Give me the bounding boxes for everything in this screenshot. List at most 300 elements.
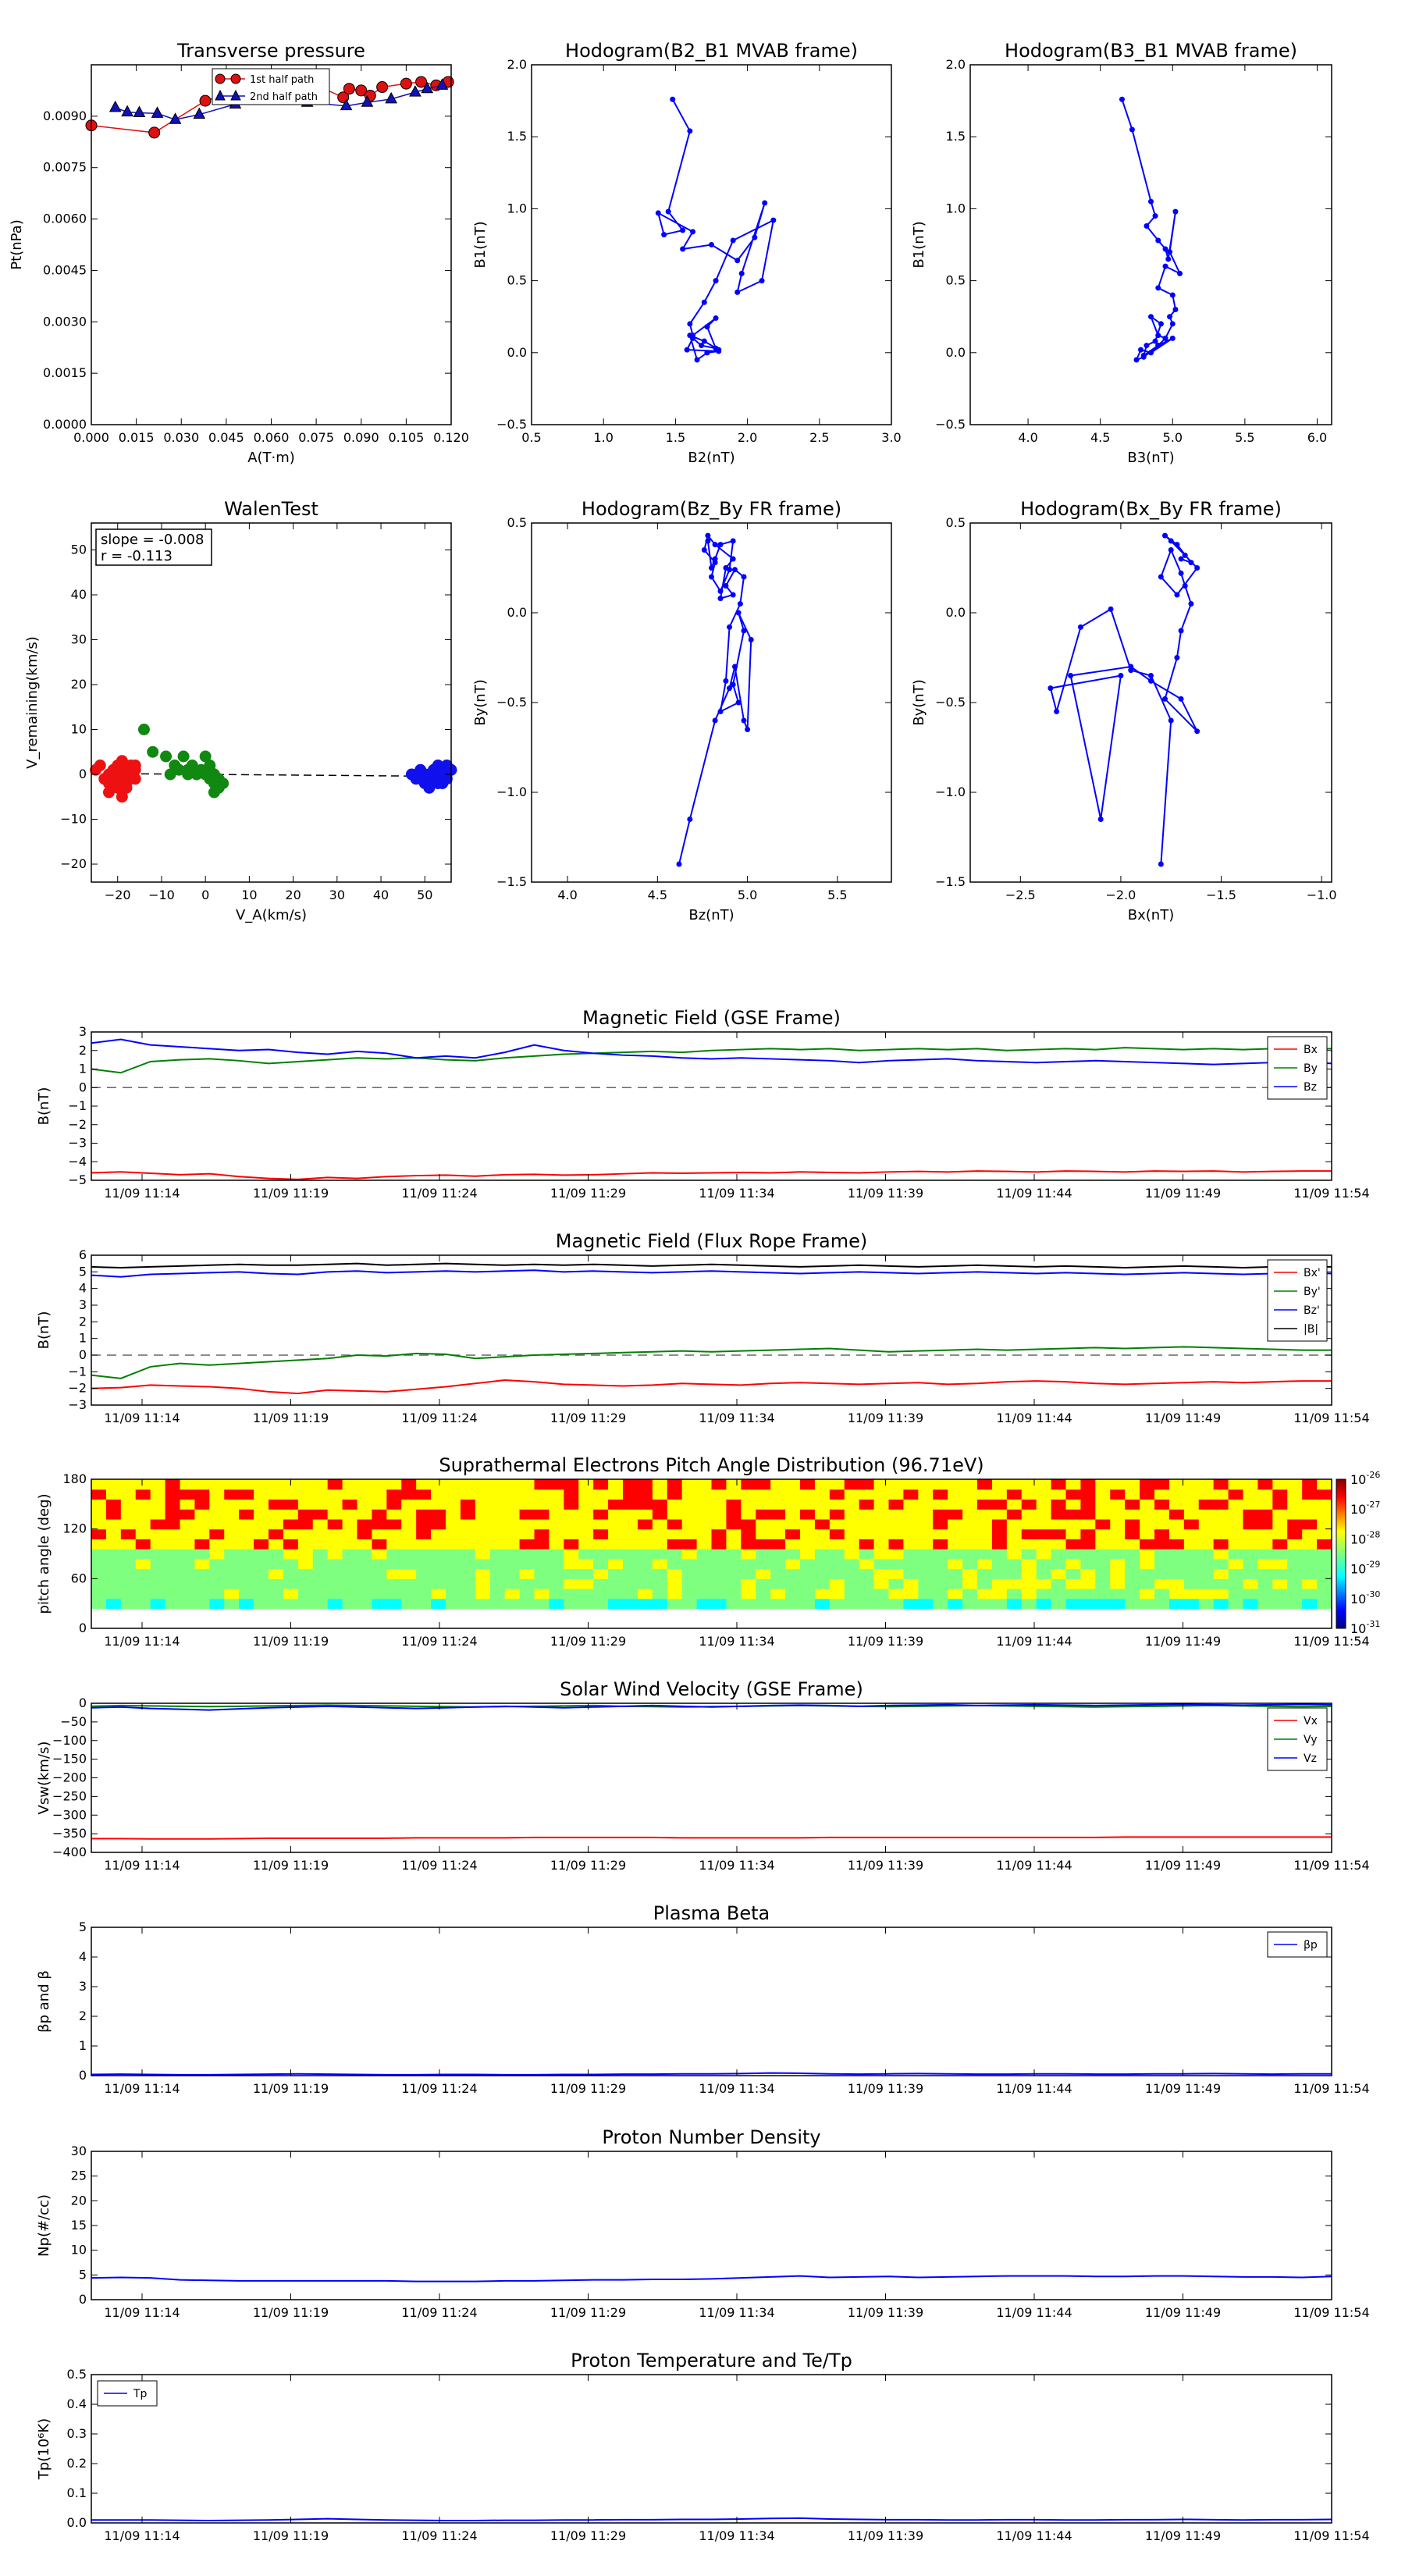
heatmap-cell (785, 1489, 801, 1500)
heatmap-cell (1140, 1578, 1155, 1589)
y-tick-label: 120 (62, 1521, 87, 1536)
heatmap-cell (505, 1599, 521, 1609)
hodogram-point (1098, 817, 1104, 822)
heatmap-cell (593, 1499, 609, 1509)
heatmap-cell (977, 1509, 993, 1519)
heatmap-cell (357, 1599, 373, 1609)
x-axis-label: B3(nT) (1127, 450, 1175, 466)
x-tick-label: 11/09 11:34 (699, 1186, 775, 1201)
heatmap-cell (1080, 1599, 1096, 1609)
heatmap-cell (948, 1519, 963, 1529)
heatmap-cell (180, 1559, 196, 1569)
heatmap-cell (136, 1589, 151, 1599)
heatmap-cell (712, 1549, 727, 1559)
y-tick-label: 180 (62, 1471, 87, 1486)
heatmap-cell (667, 1479, 683, 1489)
heatmap-cell (593, 1489, 609, 1500)
heatmap-cell (992, 1589, 1008, 1599)
hodogram-point (680, 247, 685, 252)
heatmap-cell (1095, 1539, 1111, 1549)
legend-label: Bx' (1304, 1267, 1321, 1279)
panel-title: Hodogram(Bx_By FR frame) (1020, 498, 1282, 520)
heatmap-cell (830, 1499, 845, 1509)
heatmap-cell (328, 1589, 343, 1599)
heatmap-cell (1007, 1549, 1023, 1559)
heatmap-cell (697, 1578, 713, 1589)
heatmap-cell (800, 1479, 816, 1489)
heatmap-cell (578, 1589, 594, 1599)
heatmap-cell (535, 1559, 550, 1569)
heatmap-cell (1110, 1479, 1126, 1489)
heatmap-cell (475, 1529, 491, 1539)
heatmap-cell (948, 1539, 963, 1549)
heatmap-cell (121, 1519, 137, 1529)
heatmap-cell (889, 1529, 905, 1539)
heatmap-cell (756, 1569, 771, 1579)
heatmap-cell (903, 1549, 919, 1559)
heatmap-cell (1257, 1549, 1273, 1559)
y-tick-label: 0.0015 (43, 365, 87, 381)
y-tick-label: 0.5 (507, 272, 527, 288)
heatmap-cell (1110, 1519, 1126, 1529)
heatmap-cell (697, 1509, 713, 1519)
heatmap-cell (1287, 1489, 1303, 1500)
heatmap-cell (1080, 1559, 1096, 1569)
heatmap-cell (785, 1479, 801, 1489)
heatmap-cell (209, 1539, 225, 1549)
legend-label: βp (1304, 1939, 1318, 1952)
heatmap-cell (1110, 1589, 1126, 1599)
heatmap-cell (1199, 1578, 1215, 1589)
heatmap-cell (151, 1589, 166, 1599)
heatmap-cell (446, 1499, 461, 1509)
hodogram-point (1048, 685, 1053, 691)
heatmap-cell (180, 1489, 196, 1500)
heatmap-cell (697, 1499, 713, 1509)
y-tick-label: 0 (78, 1695, 87, 1710)
heatmap-cell (1154, 1578, 1170, 1589)
heatmap-cell (490, 1529, 506, 1539)
hodogram-point (677, 862, 682, 867)
heatmap-cell (151, 1549, 166, 1559)
heatmap-cell (1095, 1509, 1111, 1519)
heatmap-cell (283, 1529, 299, 1539)
heatmap-cell (1110, 1489, 1126, 1500)
heatmap-cell (756, 1509, 771, 1519)
heatmap-cell (1199, 1489, 1215, 1500)
y-tick-label: 5 (78, 2267, 87, 2282)
heatmap-cell (1125, 1499, 1140, 1509)
heatmap-cell (475, 1569, 491, 1579)
x-tick-label: 11/09 11:19 (252, 1858, 329, 1873)
plot-frame (91, 523, 451, 882)
heatmap-cell (313, 1539, 329, 1549)
heatmap-cell (401, 1479, 417, 1489)
heatmap-cell (490, 1509, 506, 1519)
heatmap-cell (1066, 1499, 1082, 1509)
heatmap-cell (431, 1559, 446, 1569)
hodogram-point (1174, 542, 1179, 547)
heatmap-cell (889, 1559, 905, 1569)
heatmap-cell (859, 1539, 875, 1549)
heatmap-cell (1302, 1489, 1318, 1500)
hodogram-point (1138, 347, 1144, 353)
heatmap-cell (918, 1539, 934, 1549)
heatmap-cell (1007, 1599, 1023, 1609)
heatmap-cell (1257, 1499, 1273, 1509)
heatmap-cell (918, 1509, 934, 1519)
heatmap-cell (1287, 1519, 1303, 1529)
heatmap-cell (136, 1529, 151, 1539)
y-tick-label: −1 (68, 1364, 87, 1379)
data-point (110, 101, 121, 112)
heatmap-cell (697, 1529, 713, 1539)
heatmap-cell (209, 1529, 225, 1539)
heatmap-cell (1007, 1569, 1023, 1579)
heatmap-cell (874, 1489, 890, 1500)
heatmap-cell (535, 1589, 550, 1599)
series-line-By (91, 1048, 1332, 1073)
heatmap-cell (638, 1589, 653, 1599)
heatmap-cell (194, 1509, 210, 1519)
y-tick-label: 5 (78, 1264, 87, 1279)
data-point (138, 724, 149, 735)
legend-label: Bx (1304, 1044, 1318, 1056)
heatmap-cell (712, 1599, 727, 1609)
heatmap-cell (180, 1589, 196, 1599)
hodogram-point (1144, 343, 1149, 348)
heatmap-cell (1080, 1509, 1096, 1519)
heatmap-cell (372, 1519, 387, 1529)
x-tick-label: 11/09 11:54 (1293, 2081, 1370, 2096)
legend-label: By (1304, 1062, 1318, 1075)
heatmap-cell (564, 1529, 579, 1539)
heatmap-cell (608, 1509, 624, 1519)
heatmap-cell (623, 1489, 638, 1500)
heatmap-cell (194, 1578, 210, 1589)
heatmap-cell (505, 1529, 521, 1539)
heatmap-cell (239, 1539, 254, 1549)
heatmap-cell (962, 1549, 978, 1559)
heatmap-cell (194, 1499, 210, 1509)
legend-label: Bz' (1304, 1304, 1320, 1317)
x-axis-label: Bx(nT) (1127, 907, 1175, 923)
heatmap-cell (549, 1559, 564, 1569)
heatmap-cell (1051, 1569, 1067, 1579)
heatmap-cell (815, 1519, 831, 1529)
panel-title: Hodogram(Bz_By FR frame) (581, 498, 842, 520)
heatmap-cell (800, 1519, 816, 1529)
heatmap-cell (520, 1479, 535, 1489)
heatmap-cell (401, 1549, 417, 1559)
y-tick-label: 2 (78, 1314, 87, 1329)
heatmap-cell (121, 1589, 137, 1599)
heatmap-cell (269, 1559, 284, 1569)
heatmap-cell (446, 1529, 461, 1539)
hodogram-point (732, 664, 738, 670)
heatmap-cell (1272, 1509, 1288, 1519)
heatmap-cell (712, 1479, 727, 1489)
heatmap-cell (535, 1509, 550, 1519)
heatmap-cell (194, 1479, 210, 1489)
heatmap-cell (1066, 1539, 1082, 1549)
series-line-Bx (91, 1171, 1332, 1179)
y-axis-label: V_remaining(km/s) (24, 636, 41, 769)
heatmap-cell (549, 1599, 564, 1609)
x-tick-label: 11/09 11:24 (401, 2528, 478, 2543)
hodogram-point (705, 533, 710, 539)
x-tick-label: 11/09 11:49 (1144, 2528, 1222, 2543)
heatmap-cell (653, 1599, 668, 1609)
heatmap-cell (386, 1559, 402, 1569)
heatmap-cell (977, 1589, 993, 1599)
heatmap-cell (298, 1489, 314, 1500)
hodogram-point (1172, 209, 1178, 215)
heatmap-cell (1095, 1499, 1111, 1509)
heatmap-cell (372, 1509, 387, 1519)
hodogram-point (670, 97, 675, 102)
x-tick-label: 20 (285, 888, 301, 902)
heatmap-cell (165, 1549, 181, 1559)
hodogram-point (687, 321, 692, 326)
heatmap-cell (1199, 1509, 1215, 1519)
heatmap-cell (151, 1569, 166, 1579)
heatmap-cell (785, 1578, 801, 1589)
heatmap-cell (815, 1509, 831, 1519)
heatmap-cell (1007, 1539, 1023, 1549)
heatmap-cell (845, 1559, 860, 1569)
heatmap-cell (239, 1519, 254, 1529)
heatmap-cell (1022, 1589, 1037, 1599)
hodogram-point (1148, 314, 1154, 319)
heatmap-cell (535, 1489, 550, 1500)
hodogram-point (685, 347, 690, 353)
heatmap-cell (1125, 1479, 1140, 1489)
y-tick-label: 20 (70, 677, 87, 692)
x-tick-label: 1.5 (665, 430, 686, 445)
heatmap-cell (874, 1559, 890, 1569)
heatmap-cell (1302, 1529, 1318, 1539)
heatmap-cell (298, 1519, 314, 1529)
heatmap-cell (889, 1509, 905, 1519)
heatmap-cell (431, 1569, 446, 1579)
heatmap-cell (91, 1489, 107, 1500)
heatmap-cell (269, 1589, 284, 1599)
y-tick-label: 60 (70, 1571, 87, 1586)
x-tick-label: 11/09 11:39 (847, 2528, 924, 2543)
heatmap-cell (1095, 1599, 1111, 1609)
heatmap-cell (386, 1499, 402, 1509)
heatmap-cell (1229, 1509, 1244, 1519)
heatmap-cell (1317, 1549, 1332, 1559)
data-point (116, 756, 127, 767)
heatmap-cell (165, 1509, 181, 1519)
hodogram-point (1133, 358, 1139, 363)
x-axis-label: Bz(nT) (688, 907, 735, 923)
x-tick-label: 11/09 11:49 (1144, 2305, 1222, 2320)
y-tick-label: 3 (78, 1297, 87, 1312)
heatmap-cell (194, 1529, 210, 1539)
heatmap-cell (121, 1499, 137, 1509)
heatmap-cell (151, 1489, 166, 1500)
hodogram-point (1172, 307, 1178, 312)
heatmap-cell (1272, 1489, 1288, 1500)
heatmap-cell (416, 1519, 432, 1529)
heatmap-cell (136, 1509, 151, 1519)
heatmap-cell (91, 1539, 107, 1549)
heatmap-cell (638, 1489, 653, 1500)
heatmap-cell (1184, 1569, 1200, 1579)
heatmap-cell (726, 1519, 742, 1529)
heatmap-cell (1125, 1549, 1140, 1559)
heatmap-cell (1037, 1479, 1052, 1489)
heatmap-cell (328, 1479, 343, 1489)
heatmap-cell (357, 1519, 373, 1529)
hodogram-point (1068, 673, 1073, 678)
heatmap-cell (741, 1559, 756, 1569)
heatmap-cell (992, 1499, 1008, 1509)
colorbar-tick-base: 10 (1350, 1502, 1367, 1517)
plot-frame (91, 1255, 1332, 1405)
heatmap-cell (1154, 1569, 1170, 1579)
heatmap-cell (667, 1549, 683, 1559)
heatmap-cell (564, 1599, 579, 1609)
heatmap-cell (1066, 1599, 1082, 1609)
heatmap-cell (151, 1479, 166, 1489)
series-line-Tp (91, 2518, 1332, 2521)
heatmap-cell (343, 1509, 358, 1519)
series-line-Bx' (91, 1380, 1332, 1393)
heatmap-cell (653, 1489, 668, 1500)
heatmap-cell (283, 1569, 299, 1579)
hodogram-point (738, 601, 743, 607)
heatmap-cell (121, 1529, 137, 1539)
heatmap-cell (475, 1499, 491, 1509)
series-line-βp (91, 2073, 1332, 2075)
heatmap-cell (638, 1529, 653, 1539)
panel-title: Magnetic Field (GSE Frame) (582, 1007, 841, 1029)
heatmap-cell (800, 1559, 816, 1569)
heatmap-cell (91, 1589, 107, 1599)
heatmap-cell (845, 1519, 860, 1529)
heatmap-cell (136, 1559, 151, 1569)
heatmap-cell (1272, 1569, 1288, 1579)
heatmap-cell (1317, 1519, 1332, 1529)
hodogram-point (1155, 285, 1161, 290)
heatmap-cell (1214, 1569, 1229, 1579)
x-tick-label: 11/09 11:24 (401, 2081, 478, 2096)
y-tick-label: 0.4 (66, 2396, 87, 2411)
heatmap-cell (194, 1599, 210, 1609)
heatmap-cell (1272, 1559, 1288, 1569)
heatmap-cell (1037, 1509, 1052, 1519)
legend-marker (215, 74, 225, 84)
heatmap-cell (1199, 1549, 1215, 1559)
heatmap-cell (1022, 1489, 1037, 1500)
heatmap-cell (903, 1519, 919, 1529)
heatmap-cell (1214, 1559, 1229, 1569)
heatmap-cell (962, 1599, 978, 1609)
heatmap-cell (535, 1499, 550, 1509)
heatmap-cell (269, 1539, 284, 1549)
hodogram-point (702, 339, 707, 344)
heatmap-cell (298, 1559, 314, 1569)
heatmap-cell (1095, 1569, 1111, 1579)
heatmap-cell (254, 1589, 269, 1599)
hodogram-point (718, 596, 724, 601)
heatmap-cell (91, 1549, 107, 1559)
heatmap-cell (918, 1519, 934, 1529)
heatmap-cell (121, 1539, 137, 1549)
x-tick-label: −1.5 (1206, 888, 1236, 902)
x-tick-label: 11/09 11:39 (847, 1634, 924, 1649)
hodogram-point (718, 589, 724, 594)
heatmap-cell (490, 1589, 506, 1599)
heatmap-cell (343, 1539, 358, 1549)
heatmap-cell (564, 1499, 579, 1509)
heatmap-cell (992, 1599, 1008, 1609)
hodogram-point (739, 271, 745, 276)
heatmap-cell (1051, 1549, 1067, 1559)
heatmap-cell (756, 1589, 771, 1599)
heatmap-cell (578, 1509, 594, 1519)
x-tick-label: 0.105 (388, 430, 425, 445)
heatmap-cell (535, 1599, 550, 1609)
heatmap-cell (726, 1549, 742, 1559)
heatmap-cell (1022, 1569, 1037, 1579)
panel-hodogram-bz-by (472, 498, 891, 923)
hodogram-point (1170, 321, 1176, 326)
heatmap-cell (874, 1479, 890, 1489)
heatmap-cell (903, 1489, 919, 1500)
heatmap-cell (903, 1529, 919, 1539)
heatmap-cell (962, 1509, 978, 1519)
heatmap-cell (1022, 1529, 1037, 1539)
y-tick-label: 40 (70, 587, 87, 602)
heatmap-cell (741, 1539, 756, 1549)
heatmap-cell (889, 1578, 905, 1589)
series-line-Bz (91, 1040, 1332, 1065)
heatmap-cell (1125, 1529, 1140, 1539)
heatmap-cell (785, 1599, 801, 1609)
heatmap-cell (741, 1499, 756, 1509)
heatmap-cell (859, 1549, 875, 1559)
heatmap-cell (962, 1559, 978, 1569)
y-tick-label: 0.5 (507, 515, 527, 530)
heatmap-cell (830, 1519, 845, 1529)
heatmap-cell (313, 1578, 329, 1589)
colorbar-tick-label (1350, 1529, 1380, 1546)
heatmap-cell (1169, 1549, 1185, 1559)
heatmap-cell (770, 1578, 786, 1589)
heatmap-cell (1257, 1479, 1273, 1489)
y-tick-label: −4 (68, 1154, 87, 1169)
heatmap-cell (298, 1479, 314, 1489)
heatmap-cell (1257, 1599, 1273, 1609)
heatmap-cell (770, 1529, 786, 1539)
x-tick-label: 11/09 11:54 (1293, 1858, 1370, 1873)
heatmap-cell (313, 1589, 329, 1599)
heatmap-cell (726, 1509, 742, 1519)
heatmap-cell (564, 1549, 579, 1559)
hodogram-point (1163, 336, 1168, 341)
heatmap-cell (461, 1589, 476, 1599)
heatmap-cell (1037, 1589, 1052, 1599)
heatmap-cell (1243, 1569, 1259, 1579)
heatmap-cell (682, 1499, 698, 1509)
heatmap-cell (638, 1509, 653, 1519)
y-tick-label: 0 (78, 2292, 87, 2307)
